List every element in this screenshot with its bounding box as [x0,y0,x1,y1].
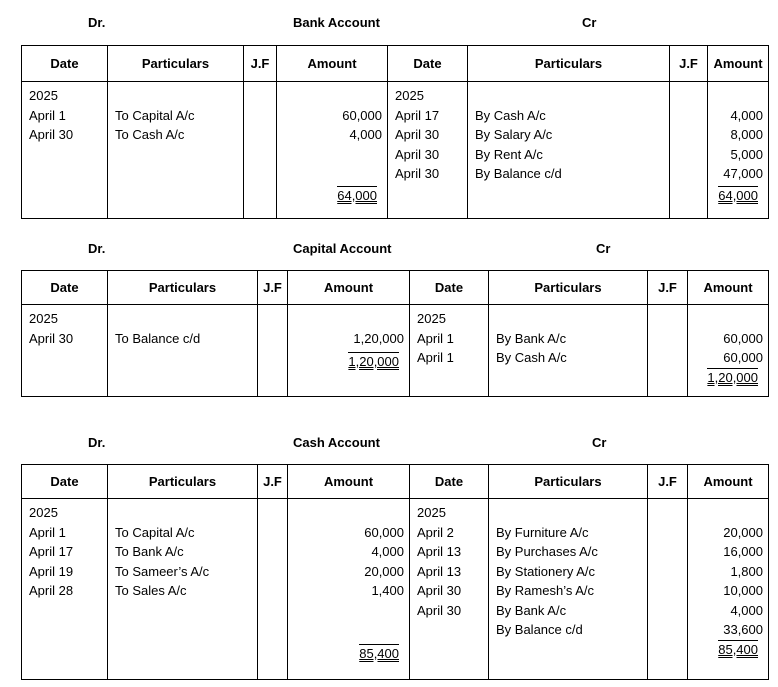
credit-dates [410,305,489,397]
header-amount: Amount [688,271,769,305]
credit-date: April 30 [417,583,462,598]
debit-particular: To Capital A/c [115,524,195,540]
header-date: Date [410,465,489,499]
debit-particulars [108,82,244,219]
credit-jf [648,499,688,680]
cr-label: Cr [582,15,597,30]
header-jf: J.F [258,465,288,499]
credit-particular: By Salary A/c [475,127,553,142]
cr-label: Cr [592,435,607,450]
credit-amount: 60,000 [723,350,763,365]
debit-total: 64,000 [337,187,377,203]
debit-amount: 20,000 [364,563,404,579]
debit-amount: 1,20,000 [353,330,404,346]
credit-amount: 20,000 [723,524,763,540]
debit-amount: 1,400 [371,583,404,598]
credit-amount: 60,000 [723,330,763,346]
credit-amount: 8,000 [730,127,763,142]
debit-particulars [108,499,258,680]
debit-date: April 30 [29,127,74,142]
header-particulars: Particulars [108,465,258,499]
credit-particular: By Balance c/d [475,166,562,181]
credit-amounts [688,499,769,680]
header-jf: J.F [258,271,288,305]
header-date: Date [388,46,468,82]
debit-total: 85,400 [359,645,399,661]
debit-particular: To Cash A/c [115,127,185,142]
dr-label: Dr. [88,435,106,450]
credit-date: April 30 [395,166,440,181]
header-particulars: Particulars [108,271,258,305]
credit-particular: By Purchases A/c [496,544,598,559]
header-date: Date [22,271,108,305]
credit-total: 1,20,000 [707,369,758,385]
credit-particulars [489,499,648,680]
debit-particular: To Sameer’s A/c [115,563,210,579]
debit-amounts [277,82,388,219]
header-jf: J.F [244,46,277,82]
debit-year: 2025 [29,311,58,326]
header-date: Date [410,271,489,305]
credit-amount: 1,800 [730,563,763,579]
credit-date: April 13 [417,544,462,559]
credit-jf [648,305,688,397]
credit-amount: 4,000 [730,602,763,618]
credit-date: April 2 [417,524,454,540]
credit-particular: By Bank A/c [496,330,567,346]
credit-amount: 4,000 [730,107,763,123]
debit-amount: 4,000 [371,544,404,559]
credit-date: April 30 [395,127,440,142]
credit-dates [410,499,489,680]
credit-year: 2025 [395,88,424,103]
dr-label: Dr. [88,241,106,256]
debit-amounts [288,305,410,397]
credit-date: April 13 [417,563,462,579]
credit-particular: By Furniture A/c [496,524,589,540]
debit-date: April 30 [29,330,74,346]
credit-amount: 16,000 [723,544,763,559]
credit-amount: 10,000 [723,583,763,598]
credit-date: April 1 [417,350,454,365]
header-particulars: Particulars [108,46,244,82]
debit-particular: To Balance c/d [115,330,201,346]
account-title: Bank Account [293,15,380,30]
debit-particular: To Bank A/c [115,544,184,559]
credit-particular: By Cash A/c [475,107,546,123]
credit-particular: By Bank A/c [496,602,567,618]
debit-particular: To Capital A/c [115,107,195,123]
credit-total: 85,400 [718,641,758,657]
credit-particulars [489,305,648,397]
credit-amount: 47,000 [723,166,763,181]
debit-date: April 17 [29,544,74,559]
debit-amount: 60,000 [342,107,382,123]
debit-particular: To Sales A/c [115,583,187,598]
header-amount: Amount [708,46,769,82]
credit-particular: By Cash A/c [496,350,567,365]
debit-year: 2025 [29,505,58,520]
credit-amount: 33,600 [723,622,763,637]
credit-amounts [708,82,769,219]
credit-amounts [688,305,769,397]
cr-label: Cr [596,241,611,256]
header-particulars: Particulars [468,46,670,82]
cash-account-ledger [21,464,769,680]
account-title: Capital Account [293,241,392,256]
header-date: Date [22,46,108,82]
header-jf: J.F [670,46,708,82]
bank-account-ledger [21,45,769,219]
dr-label: Dr. [88,15,106,30]
debit-jf [258,499,288,680]
debit-total: 1,20,000 [348,354,399,369]
credit-dates [388,82,468,219]
debit-amounts [288,499,410,680]
debit-date: April 19 [29,563,74,579]
debit-amount: 60,000 [364,524,404,540]
header-particulars: Particulars [489,271,648,305]
credit-amount: 5,000 [730,146,763,162]
debit-amount: 4,000 [349,127,382,142]
header-particulars: Particulars [489,465,648,499]
credit-date: April 1 [417,330,454,346]
credit-year: 2025 [417,311,446,326]
credit-total: 64,000 [718,187,758,203]
credit-particular: By Ramesh’s A/c [496,583,595,598]
debit-date: April 1 [29,107,66,123]
debit-dates [22,305,108,397]
debit-jf [258,305,288,397]
credit-particular: By Stationery A/c [496,563,595,579]
credit-particular: By Balance c/d [496,622,583,637]
header-date: Date [22,465,108,499]
debit-particulars [108,305,258,397]
credit-particular: By Rent A/c [475,146,543,162]
header-amount: Amount [688,465,769,499]
debit-year: 2025 [29,88,58,103]
credit-jf [670,82,708,219]
debit-dates [22,499,108,680]
debit-jf [244,82,277,219]
credit-date: April 30 [395,146,440,162]
credit-particulars [468,82,670,219]
header-jf: J.F [648,271,688,305]
header-amount: Amount [288,465,410,499]
debit-dates [22,82,108,219]
credit-date: April 30 [417,602,462,618]
capital-account-ledger [21,270,769,397]
credit-date: April 17 [395,107,440,123]
header-amount: Amount [277,46,388,82]
debit-date: April 28 [29,583,74,598]
credit-year: 2025 [417,505,446,520]
debit-date: April 1 [29,524,66,540]
account-title: Cash Account [293,435,380,450]
header-amount: Amount [288,271,410,305]
header-jf: J.F [648,465,688,499]
